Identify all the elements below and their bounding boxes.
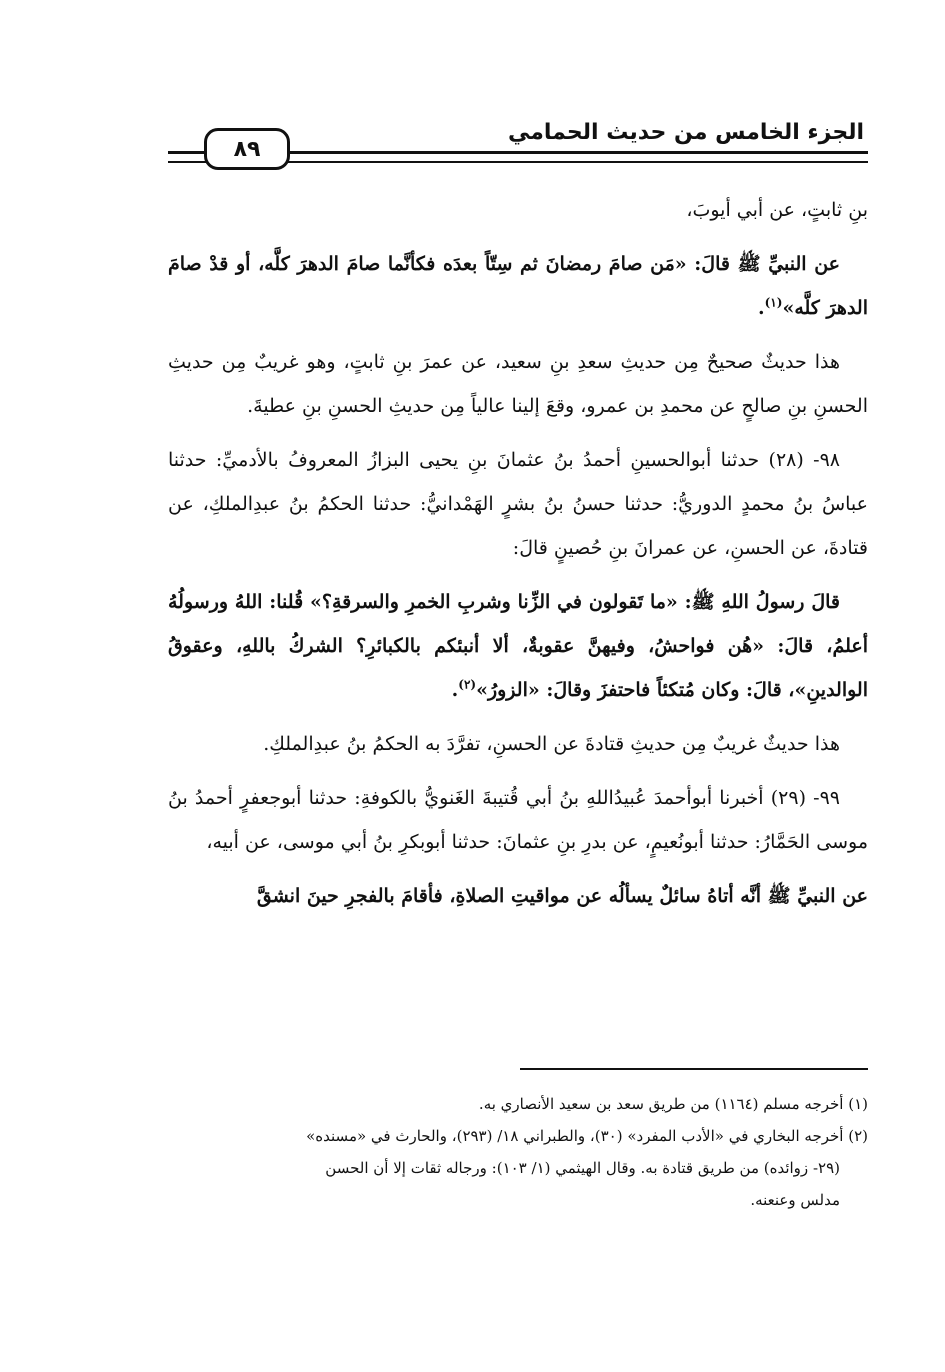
running-title: الجزء الخامس من حديث الحمامي bbox=[508, 120, 864, 145]
footnotes bbox=[168, 1088, 868, 1216]
paragraph-text: ٩٩- (٢٩) أخبرنا أبوأحمدَ عُبيدُاللهِ بنُ أبي قُتيبةَ الغَنويُّ بالكوفةِ: حدثنا أبوجعفرٍ أحمدُ بنُ موسى الحَمَّارُ: حدثنا أبونُعيمٍ، عن بدرِ بنِ عثمانَ: حدثنا أبوبكرِ بنُ أبي موسى، عن أبيه، bbox=[168, 787, 868, 853]
footnote-separator bbox=[520, 1068, 868, 1070]
page-header bbox=[168, 118, 868, 178]
main-text bbox=[168, 188, 868, 928]
paragraph-text: هذا حديثٌ صحيحٌ مِن حديثِ سعدِ بنِ سعيد، عن عمرَ بنِ ثابتٍ، وهو غريبٌ مِن حديثِ الحسنِ بنِ صالحٍ عن محمدِ بن عمرو، وقعَ إلينا عالياً مِن حديثِ الحسنِ بنِ عطيةَ. bbox=[168, 351, 868, 417]
page-number: ٨٩ bbox=[233, 136, 261, 162]
paragraph-hadith-97-comment bbox=[168, 340, 868, 428]
sentence-end: . bbox=[451, 679, 459, 701]
paragraph-text: عن النبيِّ ﷺ أنَّه أتاهُ سائلٌ يسألُه عن مواقيتِ الصلاةِ، فأقامَ بالفجرِ حينَ انشقَّ bbox=[256, 885, 868, 907]
page-number-frame bbox=[204, 128, 290, 170]
paragraph-text: قالَ رسولُ اللهِ ﷺ: «ما تَقولون في الزِّنا وشربِ الخمرِ والسرقةِ؟» قُلنا: اللهُ ورسولُهُ أعلمُ، قالَ: «هُن فواحشُ، وفيهنَّ عقوبةٌ، ألا أنبئكم بالكبائرِ؟ الشركُ باللهِ، وعقوقُ الوالدينِ»، قالَ: وكان مُتكئاً فاحتفزَ وقالَ: «الزورُ» bbox=[168, 591, 868, 701]
paragraph-text: بنِ ثابتٍ، عن أبي أيوبَ، bbox=[686, 199, 868, 221]
footnote-ref-2[interactable]: (٢) bbox=[458, 677, 477, 692]
paragraph-isnad-end bbox=[168, 188, 868, 232]
footnote-2-continuation: (٢٩- زوائده) من طريق قتادة به. وقال الهيثمي (١/ ١٠٣): ورجاله ثقات إلا أن الحسن bbox=[325, 1159, 840, 1177]
paragraph-hadith-97-matn bbox=[168, 242, 868, 330]
footnote-1: (١) أخرجه مسلم (١١٦٤) من طريق سعد بن سعيد الأنصاري به. bbox=[478, 1095, 868, 1113]
sentence-end: . bbox=[757, 297, 765, 319]
paragraph-hadith-99-isnad bbox=[168, 776, 868, 864]
footnote-ref-1[interactable]: (١) bbox=[764, 295, 783, 310]
footnote-2-continuation: مدلس وعنعنه. bbox=[750, 1191, 840, 1209]
paragraph-text: هذا حديثٌ غريبٌ مِن حديثِ قتادةَ عن الحسنِ، تفرَّدَ به الحكمُ بنُ عبدِالملكِ. bbox=[263, 733, 840, 755]
paragraph-hadith-98-isnad bbox=[168, 438, 868, 570]
footnote-2: (٢) أخرجه البخاري في «الأدب المفرد» (٣٠)، والطبراني ١٨/ (٢٩٣)، والحارث في «مسنده» bbox=[306, 1127, 868, 1145]
paragraph-hadith-98-comment bbox=[168, 722, 868, 766]
paragraph-hadith-98-matn bbox=[168, 580, 868, 712]
paragraph-text: ٩٨- (٢٨) حدثنا أبوالحسينِ أحمدُ بنُ عثمانَ بنِ يحيى البزازُ المعروفُ بالأدميِّ: حدثنا عباسُ بنُ محمدٍ الدوريُّ: حدثنا حسنُ بنُ بشرٍ الهَمْدانيُّ: حدثنا الحكمُ بنُ عبدِالملكِ، عن قتادةَ، عن الحسنِ، عن عمرانَ بنِ حُصينٍ قالَ: bbox=[168, 449, 868, 559]
paragraph-text: عن النبيِّ ﷺ قالَ: «مَن صامَ رمضانَ ثم سِتّاً بعدَه فكأنَّما صامَ الدهرَ كلَّه، أو قدْ صامَ الدهرَ كلَّه» bbox=[168, 253, 868, 319]
paragraph-hadith-99-matn bbox=[168, 874, 868, 918]
